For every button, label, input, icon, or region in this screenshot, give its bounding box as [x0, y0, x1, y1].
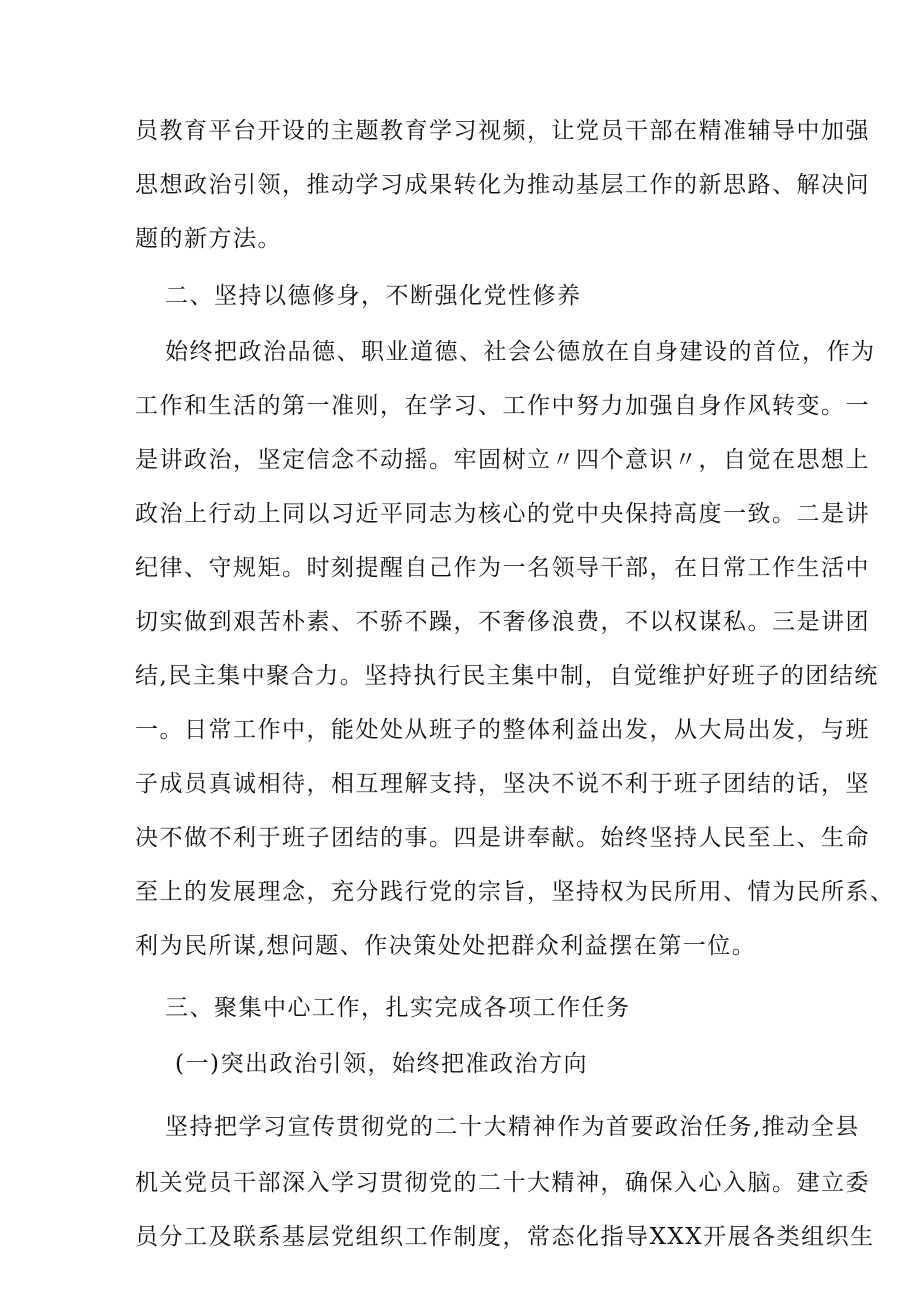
body-text-line: 至上的发展理念，充分践行党的宗旨，坚持权为民所用、情为民所系、 [135, 879, 895, 905]
body-text-line: 纪律、守规矩。时刻提醒自己作为一名领导干部，在日常工作生活中 [135, 555, 870, 581]
body-text-line: 是讲政治，坚定信念不动摇。牢固树立〃四个意识〃，自觉在思想上 [135, 447, 870, 473]
body-text-line: 政治上行动上同以习近平同志为核心的党中央保持高度一致。二是讲 [135, 501, 870, 527]
body-text-line: 机关党员干部深入学习贯彻党的二十大精神，确保入心入脑。建立委 [135, 1170, 870, 1196]
body-text-line: 一。日常工作中，能处处从班子的整体利益出发，从大局出发，与班 [135, 717, 870, 743]
paragraph-first-line: 始终把政治品德、职业道德、社会公德放在自身建设的首位，作为 [165, 339, 876, 365]
body-text-line: 子成员真诚相待，相互理解支持，坚决不说不利于班子团结的话，坚 [135, 771, 870, 797]
section-heading: 二、坚持以德修身，不断强化党性修养 [165, 283, 582, 309]
body-text-line: 工作和生活的第一准则，在学习、工作中努力加强自身作风转变。一 [135, 393, 870, 419]
paragraph-first-line: 坚持把学习宣传贯彻党的二十大精神作为首要政治任务,推动全县 [165, 1114, 860, 1140]
body-text-line: 切实做到艰苦朴素、不骄不躁，不奢侈浪费，不以权谋私。三是讲团 [135, 609, 870, 635]
body-text-line: 思想政治引领，推动学习成果转化为推动基层工作的新思路、解决问 [135, 172, 870, 198]
body-text-line: 决不做不利于班子团结的事。四是讲奉献。始终坚持人民至上、生命 [135, 825, 870, 851]
body-text-line: 员教育平台开设的主题教育学习视频，让党员干部在精准辅导中加强 [135, 118, 870, 144]
body-text-line: 题的新方法。 [135, 226, 282, 252]
body-text-line: 结,民主集中聚合力。坚持执行民主集中制，自觉维护好班子的团结统 [135, 663, 879, 689]
body-text-line: 员分工及联系基层党组织工作制度，常态化指导XXX开展各类组织生 [135, 1224, 875, 1250]
section-heading: 三、聚集中心工作，扎实完成各项工作任务 [165, 995, 631, 1021]
subsection-heading: (一)突出政治引领，始终把准政治方向 [175, 1051, 588, 1077]
body-text-line: 利为民所谋,想问题、作决策处处把群众利益摆在第一位。 [135, 933, 757, 959]
